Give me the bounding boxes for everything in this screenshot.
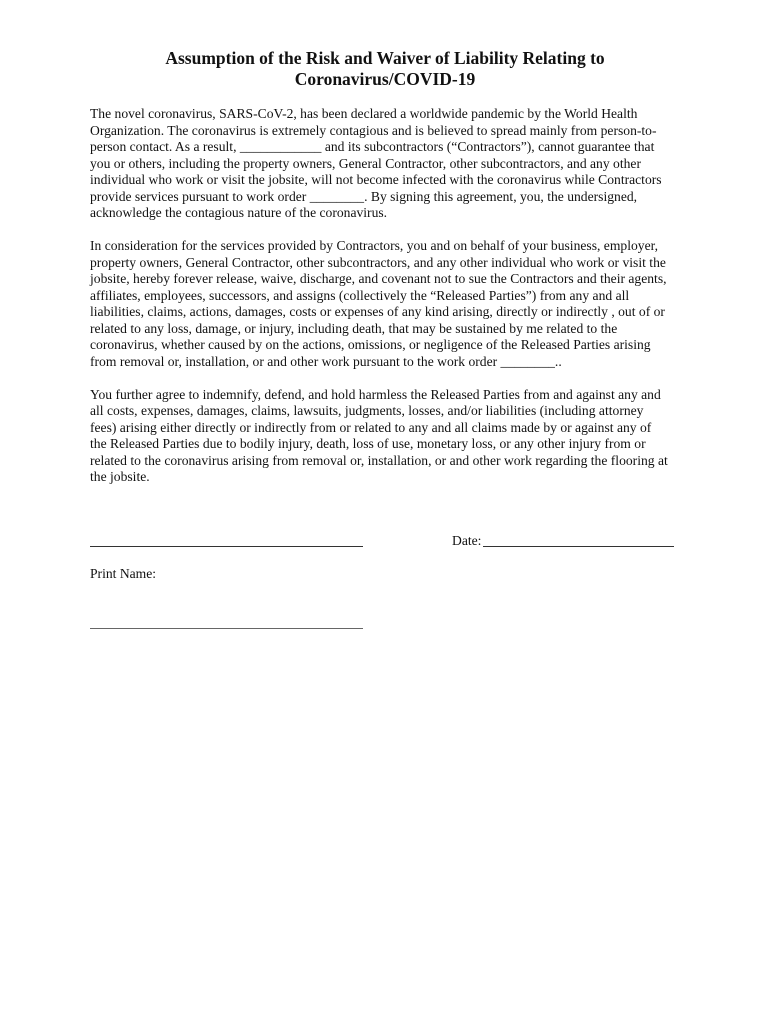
document-body (90, 106, 690, 502)
paragraph-line: person contact. As a result, ____________ and its subcontractors (“Contractors”), cannot guarantee that (90, 139, 655, 154)
paragraph-line: provide services pursuant to work order ________. By signing this agreement, you, the undersigned, (90, 188, 638, 204)
document-title (0, 48, 770, 90)
paragraph-indemnify (90, 387, 690, 486)
date-label: Date: (452, 533, 482, 548)
paragraph-release (90, 238, 690, 370)
print-name-label: Print Name: (90, 566, 157, 581)
paragraph-line: from removal or, installation, or and other work pursuant to the work order ________.. (90, 353, 562, 369)
paragraph-line: The novel coronavirus, SARS-CoV-2, has been declared a worldwide pandemic by the World Health (90, 106, 638, 121)
paragraph-line: You further agree to indemnify, defend, and hold harmless the Released Parties from and against any and (90, 386, 661, 402)
paragraph-line: you or others, including the property owners, General Contractor, other subcontractors, and any other (90, 155, 641, 171)
paragraph-line: related to the coronavirus arising from removal or, installation, or and other work regarding the flooring at (90, 452, 668, 468)
paragraph-line: individual who work or visit the jobsite, will not become infected with the coronavirus while Contractors (90, 172, 662, 187)
signature-line[interactable] (90, 546, 363, 547)
paragraph-line: coronavirus, whether caused by on the actions, omissions, or negligence of the Released Parties arising (90, 337, 651, 352)
date-field-line[interactable] (483, 546, 674, 547)
paragraph-line: property owners, General Contractor, other subcontractors, and any other individual who work or visit the (90, 254, 666, 270)
paragraph-line: acknowledge the contagious nature of the coronavirus. (90, 205, 388, 220)
paragraph-pandemic-notice (90, 106, 690, 222)
print-name-field-line[interactable] (90, 628, 363, 629)
paragraph-line: affiliates, employees, successors, and assigns (collectively the “Released Parties”) from any and all (90, 287, 630, 303)
paragraph-line: fees) arising either directly or indirectly from or related to any and all claims made by or against any of (90, 419, 652, 435)
title-line-1: Assumption of the Risk and Waiver of Liability Relating to (165, 48, 605, 68)
paragraph-line: the Released Parties due to bodily injury, death, loss of use, monetary loss, or any other injury from or (90, 436, 646, 451)
paragraph-line: Organization. The coronavirus is extremely contagious and is believed to spread mainly from person-to- (90, 122, 657, 138)
title-line-2: Coronavirus/COVID-19 (294, 69, 476, 89)
paragraph-line: In consideration for the services provided by Contractors, you and on behalf of your business, employer, (90, 238, 658, 253)
paragraph-line: related to any loss, damage, or injury, including death, that may be sustained by me related to the (90, 320, 618, 336)
paragraph-line: jobsite, hereby forever release, waive, discharge, and covenant not to sue the Contractors and their agents, (90, 271, 667, 286)
paragraph-line: all costs, expenses, damages, claims, lawsuits, judgments, losses, and/or liabilities (including attorney (90, 403, 644, 418)
paragraph-line: liabilities, claims, actions, damages, costs or expenses of any kind arising, directly or indirectly , out of or (90, 304, 665, 319)
paragraph-line: the jobsite. (90, 469, 150, 484)
